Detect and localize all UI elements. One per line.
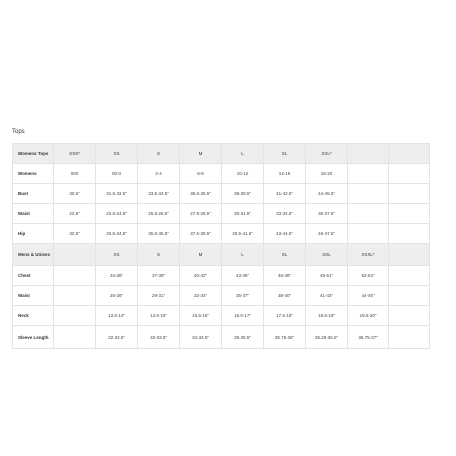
size-value-cell: 27.5-28.5" xyxy=(180,204,222,224)
size-header: XS xyxy=(96,244,138,266)
size-value-cell: 36-37.5" xyxy=(306,204,348,224)
size-header xyxy=(389,144,430,164)
size-value-cell: 44-46" xyxy=(348,286,389,306)
row-label: Chest xyxy=(13,266,54,286)
size-value-cell: 36.75-37" xyxy=(348,326,389,349)
womens-header-label: Womens Tops xyxy=(13,144,54,164)
row-label: Bust xyxy=(13,184,54,204)
size-value-cell: 43-45" xyxy=(222,266,264,286)
empty-cell xyxy=(389,326,430,349)
size-value-cell: 18.5-19" xyxy=(306,306,348,326)
size-value-cell xyxy=(348,184,389,204)
size-value-cell: 33-33.5" xyxy=(138,326,180,349)
size-value-cell: 31.5-32.5" xyxy=(96,184,138,204)
size-header: XL xyxy=(264,144,306,164)
row-label: Waist xyxy=(13,204,54,224)
size-header: XL xyxy=(264,244,306,266)
size-value-cell: 18-20 xyxy=(306,164,348,184)
row-label: Sleeve Length xyxy=(13,326,54,349)
size-header: S xyxy=(138,144,180,164)
empty-cell xyxy=(389,306,430,326)
size-value-cell: 14.5-15" xyxy=(138,306,180,326)
size-value-cell: 10-12 xyxy=(222,164,264,184)
table-row xyxy=(13,224,430,244)
size-value-cell: 35-37" xyxy=(222,286,264,306)
womens-header-row xyxy=(13,144,430,164)
size-chart-table xyxy=(12,143,430,349)
size-value-cell xyxy=(348,204,389,224)
size-value-cell: 23.5-24.5" xyxy=(96,204,138,224)
size-header xyxy=(348,144,389,164)
empty-cell xyxy=(389,286,430,306)
size-value-cell: 43-44.5" xyxy=(264,224,306,244)
mens-section xyxy=(13,244,430,349)
size-value-cell: 14-16 xyxy=(264,164,306,184)
size-value-cell: 36.25-36.5" xyxy=(306,326,348,349)
size-value-cell: 00-0 xyxy=(96,164,138,184)
size-value-cell: 49-51" xyxy=(306,266,348,286)
size-header: L xyxy=(222,244,264,266)
size-value-cell: 6-8 xyxy=(180,164,222,184)
size-value-cell: 32.5" xyxy=(54,224,96,244)
row-label: Waist xyxy=(13,286,54,306)
size-value-cell: 15.5-16" xyxy=(180,306,222,326)
size-value-cell xyxy=(389,184,430,204)
size-value-cell: 35.5-36.5" xyxy=(138,224,180,244)
size-value-cell: 37-39" xyxy=(138,266,180,286)
empty-cell xyxy=(389,266,430,286)
size-value-cell: 46-47.5" xyxy=(306,224,348,244)
size-value-cell: 000 xyxy=(54,164,96,184)
size-value-cell xyxy=(348,164,389,184)
size-header: S xyxy=(138,244,180,266)
size-value-cell: 13.5-14" xyxy=(96,306,138,326)
size-value-cell: 16.5-17" xyxy=(222,306,264,326)
empty-cell xyxy=(389,244,430,266)
size-value-cell: 41-42.5" xyxy=(264,184,306,204)
size-value-cell: 34-34.5" xyxy=(180,326,222,349)
size-header: M xyxy=(180,244,222,266)
table-row xyxy=(13,326,430,349)
size-header: XXL* xyxy=(306,144,348,164)
table-row xyxy=(13,164,430,184)
table-row xyxy=(13,286,430,306)
size-value-cell: 19.5-20" xyxy=(348,306,389,326)
size-value-cell: 40-42" xyxy=(180,266,222,286)
size-value-cell: 30.5" xyxy=(54,184,96,204)
size-value-cell xyxy=(54,286,96,306)
size-value-cell: 33.5-34.5" xyxy=(96,224,138,244)
size-value-cell: 33.5-34.5" xyxy=(138,184,180,204)
size-value-cell xyxy=(389,224,430,244)
size-value-cell: 37.5-38.5" xyxy=(180,224,222,244)
size-value-cell xyxy=(348,224,389,244)
size-value-cell xyxy=(54,326,96,349)
size-value-cell xyxy=(54,306,96,326)
size-value-cell: 33-34.5" xyxy=(264,204,306,224)
size-value-cell: 22.5" xyxy=(54,204,96,224)
size-value-cell: 17.5-18" xyxy=(264,306,306,326)
size-value-cell: 35.75-36" xyxy=(264,326,306,349)
size-value-cell: 38-39.5" xyxy=(222,184,264,204)
size-value-cell: 44-45.5" xyxy=(306,184,348,204)
size-value-cell: 35.5-36.5" xyxy=(180,184,222,204)
size-value-cell: 29-31" xyxy=(138,286,180,306)
size-value-cell: 25.5-26.5" xyxy=(138,204,180,224)
table-row xyxy=(13,306,430,326)
row-label: Hip xyxy=(13,224,54,244)
table-row xyxy=(13,184,430,204)
size-header: M xyxy=(180,144,222,164)
size-value-cell: 32-34" xyxy=(180,286,222,306)
row-label: Womens xyxy=(13,164,54,184)
size-value-cell: 40.5-41.5" xyxy=(222,224,264,244)
size-value-cell: 30-31.5" xyxy=(222,204,264,224)
size-value-cell: 52-54" xyxy=(348,266,389,286)
row-label: Neck xyxy=(13,306,54,326)
size-value-cell: 35-35.5" xyxy=(222,326,264,349)
size-value-cell: 46-48" xyxy=(264,266,306,286)
size-header: XXL xyxy=(306,244,348,266)
size-header: XXXL* xyxy=(348,244,389,266)
size-value-cell: 38-40" xyxy=(264,286,306,306)
size-value-cell: 2-4 xyxy=(138,164,180,184)
mens-header-label: Mens & Unisex xyxy=(13,244,54,266)
size-header: XS xyxy=(96,144,138,164)
size-header xyxy=(54,244,96,266)
size-value-cell xyxy=(389,164,430,184)
size-value-cell xyxy=(389,204,430,224)
size-value-cell: 41-43" xyxy=(306,286,348,306)
table-row xyxy=(13,204,430,224)
size-value-cell xyxy=(54,266,96,286)
table-row xyxy=(13,266,430,286)
section-title: Tops xyxy=(12,129,25,135)
mens-header-row xyxy=(13,244,430,266)
womens-section xyxy=(13,144,430,244)
size-header: L xyxy=(222,144,264,164)
size-value-cell: 32-32.5" xyxy=(96,326,138,349)
size-value-cell: 34-36" xyxy=(96,266,138,286)
size-header: XXS* xyxy=(54,144,96,164)
size-value-cell: 26-28" xyxy=(96,286,138,306)
